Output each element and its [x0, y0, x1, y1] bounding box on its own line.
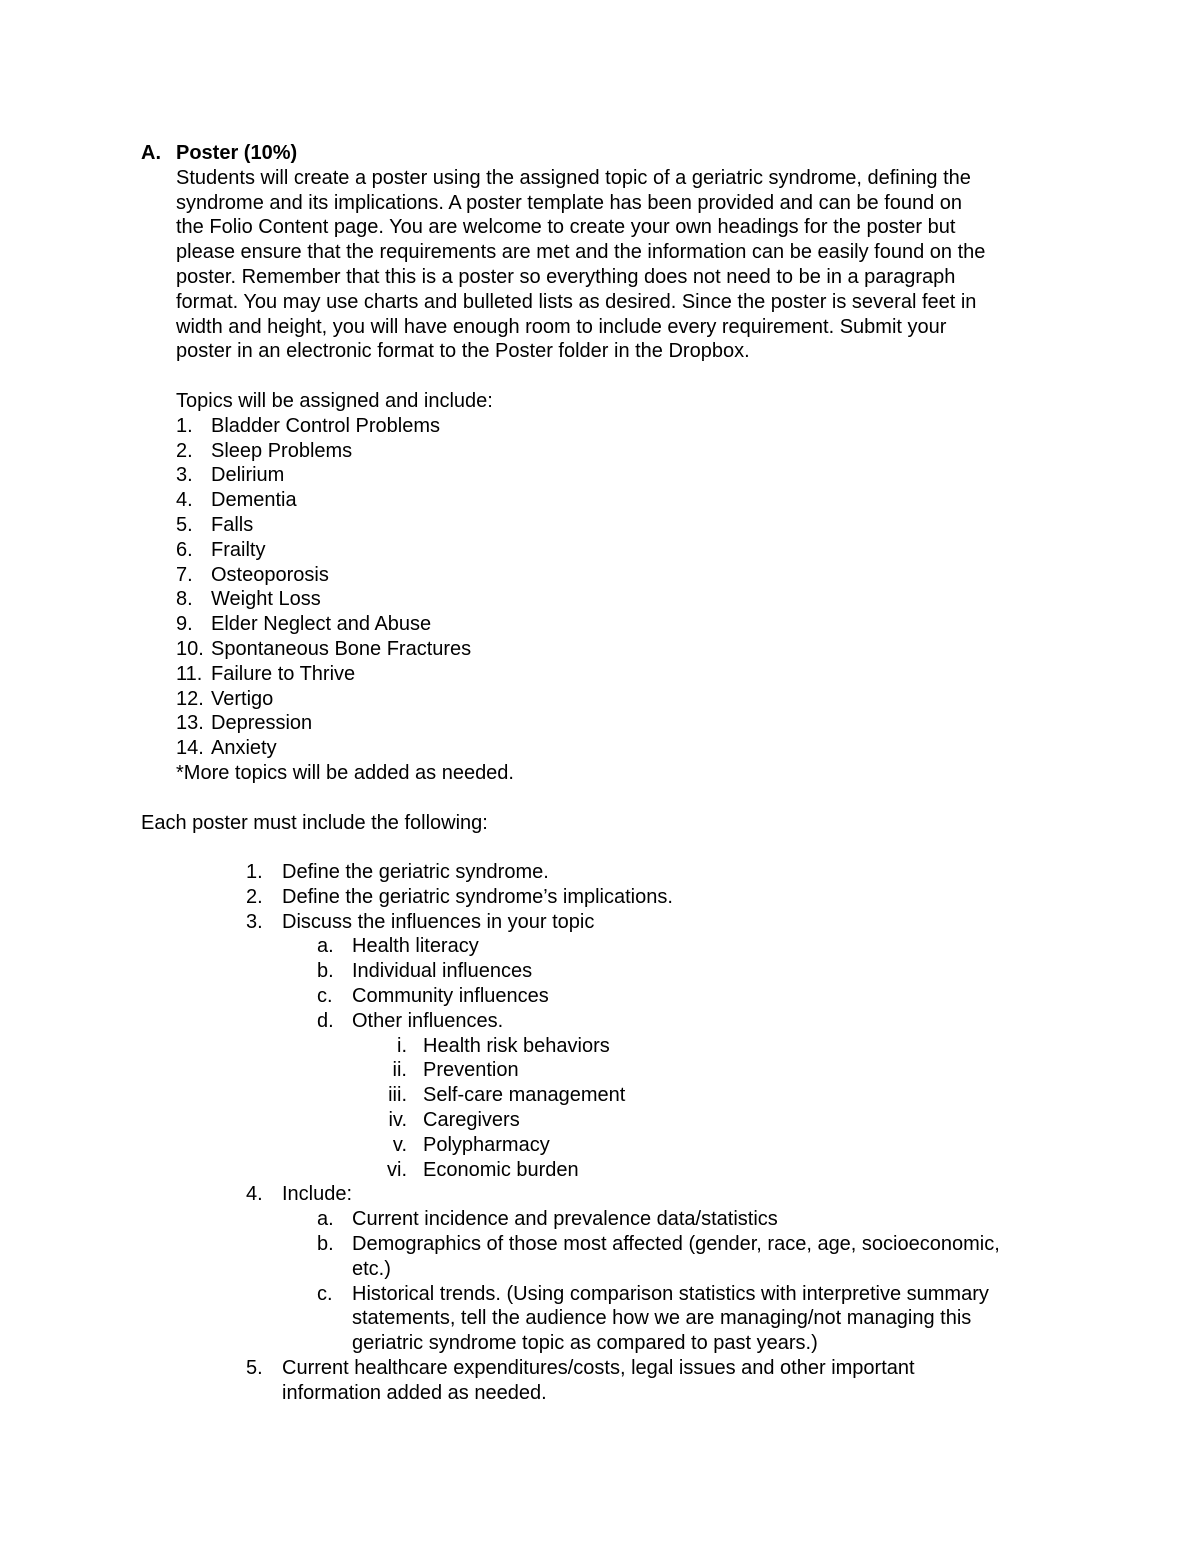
topic-number: 14.	[176, 737, 204, 760]
list-text: Individual influences	[352, 960, 533, 983]
topic-label: Bladder Control Problems	[211, 414, 440, 437]
topic-list-item	[0, 687, 1200, 712]
list-number: i.	[397, 1034, 407, 1057]
requirement-item-continuation	[0, 1257, 1200, 1282]
paragraph-line: please ensure that the requirements are met and the information can be easily found on the	[176, 241, 986, 264]
topics-intro: Topics will be assigned and include:	[176, 390, 493, 412]
list-number: c.	[317, 1282, 333, 1305]
requirements-intro: Each poster must include the following:	[141, 812, 488, 834]
topic-list-item	[0, 439, 1200, 464]
topic-list-item	[0, 637, 1200, 662]
topic-number: 4.	[176, 489, 193, 512]
topic-list-item	[0, 662, 1200, 687]
list-number: b.	[317, 1233, 334, 1255]
topic-number: 12.	[176, 687, 204, 710]
list-number: c.	[317, 985, 333, 1007]
list-text: Community influences	[352, 985, 549, 1007]
list-number: 1.	[246, 861, 263, 883]
requirement-item-level-3	[0, 1034, 1200, 1059]
requirement-item-level-3	[0, 1083, 1200, 1108]
list-text: Health literacy	[352, 935, 479, 958]
requirement-item-level-1	[0, 885, 1200, 910]
section-title: Poster (10%)	[176, 142, 298, 164]
topic-number: 3.	[176, 464, 193, 487]
section-paragraph-line	[0, 240, 1200, 265]
list-text: Caregivers	[423, 1109, 520, 1131]
requirement-item-continuation	[0, 1306, 1200, 1331]
list-text: Polypharmacy	[423, 1133, 550, 1156]
topic-list-item	[0, 414, 1200, 439]
topic-number: 5.	[176, 514, 193, 536]
topic-number: 7.	[176, 563, 193, 586]
paragraph-line: Students will create a poster using the assigned topic of a geriatric syndrome, defining the	[176, 166, 971, 189]
topic-number: 11.	[176, 662, 203, 685]
topic-label: Failure to Thrive	[211, 662, 356, 685]
list-number: a.	[317, 935, 334, 958]
list-number: a.	[317, 1208, 334, 1231]
list-text-continued: information added as needed.	[282, 1381, 547, 1404]
section-paragraph-line	[0, 191, 1200, 216]
topic-number: 9.	[176, 613, 193, 636]
list-number: 4.	[246, 1183, 263, 1206]
topic-label: Dementia	[211, 489, 297, 512]
list-text: Discuss the influences in your topic	[282, 910, 595, 933]
requirement-item-level-3	[0, 1108, 1200, 1133]
requirement-item-level-3	[0, 1158, 1200, 1183]
topics-note-line	[0, 761, 1200, 786]
topic-list-item	[0, 711, 1200, 736]
topic-list-item	[0, 587, 1200, 612]
list-text-continued: geriatric syndrome topic as compared to past years.)	[352, 1332, 818, 1355]
requirement-item-level-1	[0, 1182, 1200, 1207]
paragraph-line: poster. Remember that this is a poster so everything does not need to be in a paragraph	[176, 266, 956, 288]
section-paragraph-line	[0, 166, 1200, 191]
list-number: v.	[392, 1133, 407, 1156]
topic-label: Falls	[211, 514, 254, 536]
requirement-item-level-2	[0, 1282, 1200, 1307]
list-text: Demographics of those most affected (gender, race, age, socioeconomic,	[352, 1233, 1000, 1255]
section-letter: A.	[141, 142, 161, 164]
list-number: iii.	[388, 1084, 407, 1107]
topic-list-item	[0, 513, 1200, 538]
list-number: vi.	[387, 1158, 407, 1181]
list-number: 5.	[246, 1357, 263, 1379]
topic-list-item	[0, 612, 1200, 637]
section-paragraph-line	[0, 315, 1200, 340]
list-number: ii.	[392, 1059, 407, 1082]
requirement-item-level-2	[0, 1009, 1200, 1034]
topics-note: *More topics will be added as needed.	[176, 762, 514, 784]
paragraph-line: format. You may use charts and bulleted lists as desired. Since the poster is several feet in	[176, 290, 977, 313]
list-text: Current healthcare expenditures/costs, legal issues and other important	[282, 1357, 915, 1379]
section-paragraph-line	[0, 290, 1200, 315]
requirement-item-level-2	[0, 1232, 1200, 1257]
list-text: Economic burden	[423, 1158, 579, 1181]
topic-number: 2.	[176, 439, 193, 462]
list-number: iv.	[388, 1109, 407, 1131]
list-text: Include:	[282, 1183, 353, 1206]
topic-label: Anxiety	[211, 737, 277, 760]
topic-label: Osteoporosis	[211, 563, 329, 586]
section-paragraph-line	[0, 339, 1200, 364]
list-text: Historical trends. (Using comparison statistics with interpretive summary	[352, 1282, 989, 1305]
section-paragraph-line	[0, 215, 1200, 240]
list-text: Define the geriatric syndrome.	[282, 861, 549, 883]
topic-label: Elder Neglect and Abuse	[211, 613, 432, 636]
topic-label: Weight Loss	[211, 588, 321, 611]
topic-label: Vertigo	[211, 687, 274, 710]
requirement-item-continuation	[0, 1381, 1200, 1406]
topic-list-item	[0, 538, 1200, 563]
topic-label: Delirium	[211, 464, 285, 487]
list-number: d.	[317, 1009, 334, 1032]
list-text: Define the geriatric syndrome’s implications.	[282, 885, 673, 908]
topic-number: 10.	[176, 638, 204, 660]
requirements-intro-line	[0, 811, 1200, 836]
section-paragraph-line	[0, 265, 1200, 290]
requirement-item-level-2	[0, 934, 1200, 959]
topics-intro-line	[0, 389, 1200, 414]
requirement-item-level-2	[0, 1207, 1200, 1232]
topic-number: 13.	[176, 712, 204, 735]
list-text: Other influences.	[352, 1009, 504, 1032]
requirement-item-level-3	[0, 1133, 1200, 1158]
topic-list-item	[0, 488, 1200, 513]
topic-list-item	[0, 736, 1200, 761]
topic-label: Sleep Problems	[211, 439, 353, 462]
requirement-item-level-3	[0, 1058, 1200, 1083]
list-text: Current incidence and prevalence data/statistics	[352, 1208, 778, 1231]
paragraph-line: width and height, you will have enough room to include every requirement. Submit your	[176, 315, 947, 338]
list-number: b.	[317, 960, 334, 983]
topic-label: Depression	[211, 712, 313, 735]
list-text: Self-care management	[423, 1084, 626, 1107]
paragraph-line: syndrome and its implications. A poster template has been provided and can be found on	[176, 191, 963, 214]
topic-label: Frailty	[211, 538, 266, 561]
topic-list-item	[0, 563, 1200, 588]
section-heading	[0, 141, 1200, 166]
requirement-item-level-1	[0, 910, 1200, 935]
list-text-continued: etc.)	[352, 1257, 391, 1280]
topic-label: Spontaneous Bone Fractures	[211, 638, 472, 660]
list-text: Prevention	[423, 1059, 519, 1082]
requirement-item-level-2	[0, 959, 1200, 984]
topic-number: 1.	[176, 414, 193, 437]
list-text-continued: statements, tell the audience how we are managing/not managing this	[352, 1307, 972, 1330]
requirement-item-continuation	[0, 1331, 1200, 1356]
list-text: Health risk behaviors	[423, 1034, 610, 1057]
topic-number: 8.	[176, 588, 193, 611]
topic-list-item	[0, 463, 1200, 488]
paragraph-line: poster in an electronic format to the Poster folder in the Dropbox.	[176, 340, 750, 363]
list-number: 3.	[246, 910, 263, 933]
paragraph-line: the Folio Content page. You are welcome to create your own headings for the poster but	[176, 216, 956, 239]
requirement-item-level-1	[0, 1356, 1200, 1381]
topic-number: 6.	[176, 538, 193, 561]
list-number: 2.	[246, 885, 263, 908]
requirement-item-level-1	[0, 860, 1200, 885]
requirement-item-level-2	[0, 984, 1200, 1009]
